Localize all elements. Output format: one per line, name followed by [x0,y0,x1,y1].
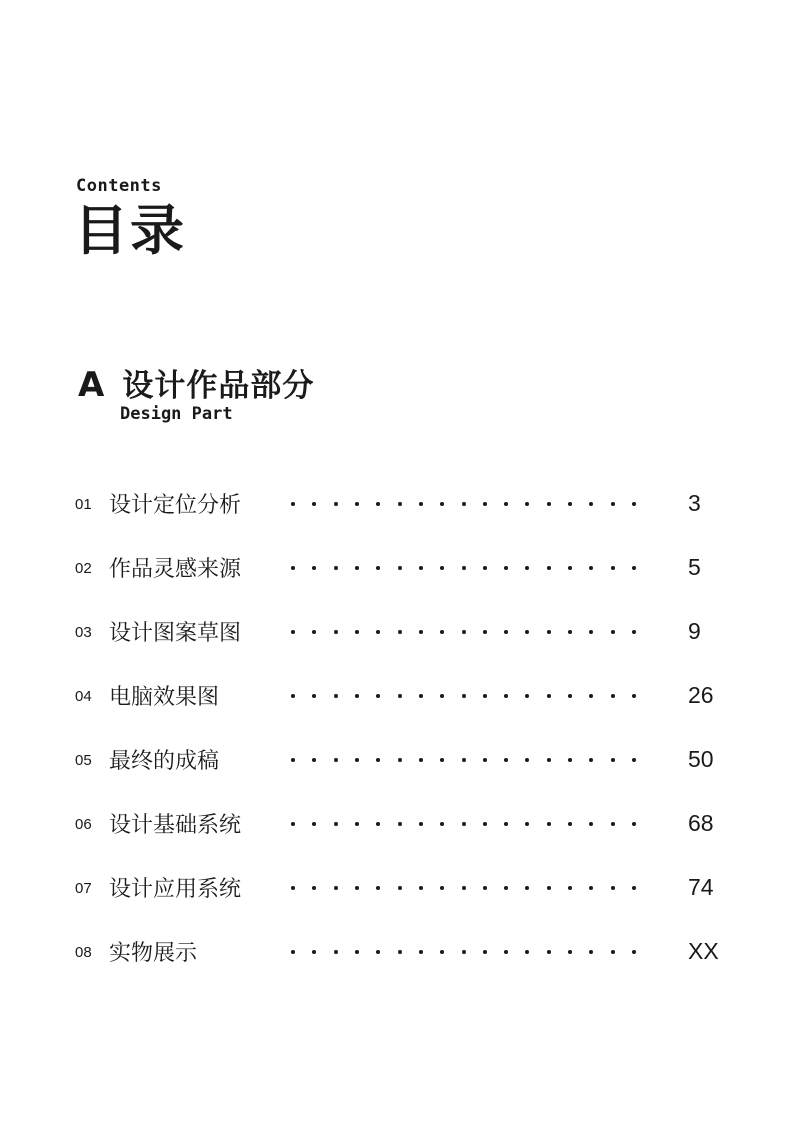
leader-dot [611,502,615,506]
leader-dot [419,822,423,826]
leader-dot [291,822,295,826]
page-title: 目录 [74,199,186,262]
leader-dot [398,822,402,826]
leader-dot [525,950,529,954]
toc-dot-leader [291,676,636,716]
leader-dot [376,566,380,570]
leader-dot [440,566,444,570]
leader-dot [334,566,338,570]
leader-dot [398,758,402,762]
toc-item-page-number: 26 [688,682,714,708]
toc-item-title: 设计应用系统 [109,877,242,902]
section-letter: A [78,365,105,405]
leader-dot [589,886,593,890]
leader-dot [419,758,423,762]
leader-dot [355,694,359,698]
leader-dot [419,950,423,954]
toc-item-page-number: 74 [688,874,714,900]
leader-dot [312,694,316,698]
leader-dot [462,886,466,890]
leader-dot [547,886,551,890]
leader-dot [376,886,380,890]
leader-dot [589,630,593,634]
leader-dot [483,630,487,634]
leader-dot [632,950,636,954]
leader-dot [504,822,508,826]
leader-dot [376,950,380,954]
leader-dot [398,566,402,570]
toc-dot-leader [291,868,636,908]
leader-dot [462,502,466,506]
leader-dot [568,502,572,506]
leader-dot [291,758,295,762]
leader-dot [483,694,487,698]
leader-dot [568,886,572,890]
leader-dot [547,950,551,954]
leader-dot [376,630,380,634]
leader-dot [589,566,593,570]
leader-dot [632,822,636,826]
leader-dot [589,758,593,762]
toc-dot-leader [291,932,636,972]
leader-dot [525,822,529,826]
leader-dot [398,950,402,954]
leader-dot [611,758,615,762]
leader-dot [589,822,593,826]
contents-label: Contents [76,176,162,196]
leader-dot [547,502,551,506]
toc-dot-leader [291,804,636,844]
leader-dot [611,950,615,954]
leader-dot [632,886,636,890]
toc-item-number: 06 [75,816,92,833]
leader-dot [568,950,572,954]
leader-dot [334,694,338,698]
leader-dot [291,566,295,570]
toc-item[interactable] [0,932,793,972]
toc-item-number: 02 [75,560,92,577]
leader-dot [525,886,529,890]
leader-dot [462,822,466,826]
leader-dot [355,502,359,506]
leader-dot [440,950,444,954]
leader-dot [568,630,572,634]
leader-dot [504,502,508,506]
leader-dot [483,566,487,570]
toc-item[interactable] [0,612,793,652]
leader-dot [355,950,359,954]
leader-dot [334,950,338,954]
toc-item[interactable] [0,868,793,908]
leader-dot [589,694,593,698]
leader-dot [483,822,487,826]
leader-dot [462,758,466,762]
leader-dot [611,822,615,826]
toc-item[interactable] [0,548,793,588]
leader-dot [312,566,316,570]
leader-dot [462,566,466,570]
section-title: 设计作品部分 [122,368,315,404]
leader-dot [547,630,551,634]
leader-dot [291,886,295,890]
leader-dot [611,694,615,698]
toc-item[interactable] [0,740,793,780]
toc-item-number: 07 [75,880,92,897]
leader-dot [419,630,423,634]
leader-dot [525,758,529,762]
leader-dot [568,822,572,826]
leader-dot [334,822,338,826]
leader-dot [504,694,508,698]
leader-dot [312,822,316,826]
toc-item-number: 03 [75,624,92,641]
leader-dot [440,822,444,826]
leader-dot [419,694,423,698]
toc-item-title: 设计图案草图 [109,621,242,646]
leader-dot [334,502,338,506]
toc-item-title: 电脑效果图 [109,685,220,710]
leader-dot [589,950,593,954]
leader-dot [355,886,359,890]
leader-dot [376,694,380,698]
leader-dot [376,758,380,762]
leader-dot [440,758,444,762]
toc-item[interactable] [0,804,793,844]
leader-dot [355,758,359,762]
toc-item-page-number: 5 [688,554,701,580]
toc-item-page-number: 3 [688,490,701,516]
leader-dot [462,630,466,634]
leader-dot [334,630,338,634]
leader-dot [611,566,615,570]
leader-dot [525,694,529,698]
leader-dot [419,502,423,506]
leader-dot [398,502,402,506]
toc-dot-leader [291,740,636,780]
leader-dot [504,758,508,762]
leader-dot [632,758,636,762]
leader-dot [504,630,508,634]
leader-dot [568,694,572,698]
leader-dot [632,566,636,570]
toc-item-title: 设计基础系统 [109,813,242,838]
leader-dot [334,758,338,762]
leader-dot [355,566,359,570]
leader-dot [291,950,295,954]
leader-dot [355,822,359,826]
toc-item-page-number: XX [688,938,719,964]
leader-dot [419,886,423,890]
leader-dot [525,502,529,506]
leader-dot [355,630,359,634]
leader-dot [611,630,615,634]
leader-dot [462,694,466,698]
leader-dot [632,630,636,634]
leader-dot [312,630,316,634]
leader-dot [398,694,402,698]
leader-dot [547,758,551,762]
toc-item-number: 04 [75,688,92,705]
toc-item-number: 08 [75,944,92,961]
section-heading [78,360,314,405]
leader-dot [483,950,487,954]
leader-dot [483,502,487,506]
section-subtitle: Design Part [120,404,233,424]
leader-dot [440,502,444,506]
leader-dot [632,502,636,506]
leader-dot [483,886,487,890]
toc-item-page-number: 68 [688,810,714,836]
leader-dot [334,886,338,890]
leader-dot [312,758,316,762]
leader-dot [440,630,444,634]
leader-dot [440,886,444,890]
leader-dot [504,950,508,954]
leader-dot [376,822,380,826]
toc-item-title: 最终的成稿 [109,749,220,774]
leader-dot [504,566,508,570]
leader-dot [525,566,529,570]
leader-dot [398,886,402,890]
toc-item-number: 05 [75,752,92,769]
leader-dot [312,950,316,954]
toc-item[interactable] [0,676,793,716]
toc-item-title: 设计定位分析 [109,493,242,518]
leader-dot [632,694,636,698]
leader-dot [440,694,444,698]
leader-dot [568,566,572,570]
leader-dot [376,502,380,506]
leader-dot [547,694,551,698]
leader-dot [547,566,551,570]
toc-item-page-number: 9 [688,618,701,644]
leader-dot [504,886,508,890]
toc-item-title: 作品灵感来源 [109,557,242,582]
toc-dot-leader [291,548,636,588]
leader-dot [525,630,529,634]
leader-dot [398,630,402,634]
toc-item[interactable] [0,484,793,524]
leader-dot [312,886,316,890]
leader-dot [589,502,593,506]
leader-dot [291,630,295,634]
leader-dot [291,694,295,698]
toc-item-title: 实物展示 [109,941,198,966]
toc-item-page-number: 50 [688,746,714,772]
toc-dot-leader [291,484,636,524]
leader-dot [419,566,423,570]
leader-dot [291,502,295,506]
leader-dot [547,822,551,826]
toc-dot-leader [291,612,636,652]
toc-item-number: 01 [75,496,92,513]
leader-dot [312,502,316,506]
leader-dot [568,758,572,762]
leader-dot [483,758,487,762]
leader-dot [462,950,466,954]
leader-dot [611,886,615,890]
